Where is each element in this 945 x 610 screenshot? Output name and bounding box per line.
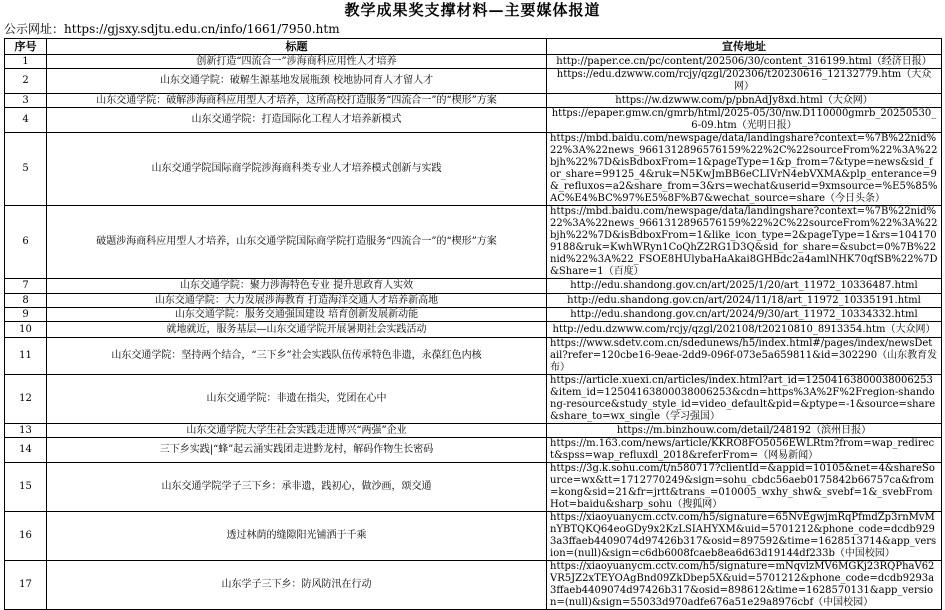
row-number: 7: [5, 279, 47, 294]
row-url-link[interactable]: http://paper.ce.cn/pc/content/202506/30/content_316199.html（经济日报）: [547, 55, 942, 69]
row-title: 山东交通学院：非遗在指尖，党团在心中: [47, 375, 547, 424]
row-title: 山东交通学院：破解涉海商科应用型人才培养，这所高校打造服务“四流合一”的“楔形”方案: [47, 94, 547, 108]
row-number: 8: [5, 294, 47, 308]
table-row: [5, 133, 942, 206]
row-number: 10: [5, 322, 47, 338]
row-number: 9: [5, 308, 47, 322]
table-row: [5, 108, 942, 133]
row-title: 创新打造“四流合一”涉海商科应用性人才培养: [47, 55, 547, 69]
table-row: [5, 463, 942, 512]
row-number: 15: [5, 463, 47, 512]
row-number: 3: [5, 94, 47, 108]
row-title: 山东交通学院：聚力涉海特色专业 提升思政育人实效: [47, 279, 547, 294]
row-title: 透过林荫的缝隙阳光铺洒于千乘: [47, 512, 547, 561]
row-title: 山东交通学院：破解生源基地发展瓶颈 校地协同育人才留人才: [47, 69, 547, 94]
media-reports-table: [4, 38, 942, 610]
row-url-link[interactable]: https://m.binzhouw.com/detail/248192（滨州日报）: [547, 424, 942, 438]
row-number: 17: [5, 561, 47, 610]
table-row: [5, 294, 942, 308]
row-url-link[interactable]: http://edu.shandong.gov.cn/art/2025/1/20/art_11972_10336487.html: [547, 279, 942, 294]
page-title: 教学成果奖支撑材料—主要媒体报道: [344, 1, 601, 19]
row-url-link[interactable]: https://mbd.baidu.com/newspage/data/landingshare?context=%7B%22nid%22%3A%22news_9661312896576159%22%2C%22sourceFrom%22%3A%22bjh%22%7D&isBdboxFrom=1&pageType=1&p_from=7&type=news&sid_for_share=99125_4&ruk=N5KwJmBB6eCLIVrN4ebVXMA&plp_enterance=9&_refluxos=a2&share_from=3&rs=wechat&userid=9xmsource=%E5%85%AC%E4%BC%97%E5%8F%B7&wechat_source=share（今日头条）: [547, 133, 942, 206]
row-url-link[interactable]: http://edu.shandong.gov.cn/art/2024/11/18/art_11972_10335191.html: [547, 294, 942, 308]
row-title: 山东交通学院国际商学院涉海商科类专业人才培养模式创新与实践: [47, 133, 547, 206]
row-title: 山东交通学院大学生社会实践走进博兴“两强”企业: [47, 424, 547, 438]
row-title: 山东交通学院：打造国际化工程人才培养新模式: [47, 108, 547, 133]
row-number: 6: [5, 206, 47, 279]
row-title: 三下乡实践|“蜂”起云涌实践团走进黔龙村，解码作物生长密码: [47, 438, 547, 463]
table-row: [5, 375, 942, 424]
header-no: 序号: [5, 39, 47, 55]
public-url-link[interactable]: https://gjsxy.sdjtu.edu.cn/info/1661/7950.htm: [64, 22, 340, 36]
row-url-link[interactable]: http://edu.dzwww.com/rcjy/qzgl/202108/t20210810_8913354.htm（大众网）: [547, 322, 942, 338]
row-url-link[interactable]: https://xiaoyuanycm.cctv.com/h5/signature=65NvEgwjmRqPfmdZp3rnMvMnYBTQKQ64eoGDy9x2KzLSIAHYXM&uid=5701212&phone_code=dcdb9293a3ffaeb4409074d97426b317&osid=897592&time=1628513714&app_version=(null)&sign=c6db6008fcaeb8ea6d63d19144df233b（中国校园）: [547, 512, 942, 561]
table-row: [5, 279, 942, 294]
row-url-link[interactable]: http://edu.shandong.gov.cn/art/2024/9/30/art_11972_10334332.html: [547, 308, 942, 322]
header-url: 宣传地址: [547, 39, 942, 55]
table-row: [5, 561, 942, 610]
row-url-link[interactable]: https://edu.dzwww.com/rcjy/qzgl/202306/t20230616_12132779.htm（大众网）: [547, 69, 942, 94]
row-number: 2: [5, 69, 47, 94]
row-url-link[interactable]: https://mbd.baidu.com/newspage/data/landingshare?context=%7B%22nid%22%3A%22news_9661312896576159%22%2C%22sourceFrom%22%3A%22bjh%22%7D&isBdboxFrom=1&like_icon_type=2&pageType=1&rs=1041709188&ruk=KwhWRyn1CoQhZ2RG1D3Q&sid_for_share=&subct=0%7B%22nid%22%3A%22_FSOE8HUlybaHaAkai8GHBdc2a4amlNHK70qfSB%22%7D&Share=1（百度）: [547, 206, 942, 279]
row-url-link[interactable]: https://www.sdetv.com.cn/sdedunews/h5/index.html#/pages/index/newsDetail?refer=120cbe16-9eae-2dd9-096f-073e5a659811&id=302290（山东教育发布）: [547, 338, 942, 375]
row-url-link[interactable]: https://3g.k.sohu.com/t/n580717?clientId=&appid=10105&net=4&shareSource=wx&tt=1712770249&sign=sohu_cbdc56aeb0175842b66757ca&from=kong&sid=21&fr=jrtt&trans_=010005_wxhy_shw&_svebf=1&_svebFromHot=baidu&sharp_sohu（搜狐网）: [547, 463, 942, 512]
table-row: [5, 206, 942, 279]
table-row: [5, 322, 942, 338]
row-number: 16: [5, 512, 47, 561]
table-row: [5, 308, 942, 322]
public-url-line: [4, 20, 340, 38]
table-row: [5, 94, 942, 108]
public-url-label: 公示网址：: [4, 22, 65, 36]
row-url-link[interactable]: https://w.dzwww.com/p/pbnAdJy8xd.html（大众网）: [547, 94, 942, 108]
row-number: 13: [5, 424, 47, 438]
row-title: 山东学子三下乡：防风防汛在行动: [47, 561, 547, 610]
row-title: 山东交通学院：大力发展涉海教育 打造海洋交通人才培养新高地: [47, 294, 547, 308]
row-number: 12: [5, 375, 47, 424]
row-number: 4: [5, 108, 47, 133]
table-row: [5, 438, 942, 463]
table-row: [5, 338, 942, 375]
table-row: [5, 512, 942, 561]
header-title: 标题: [47, 39, 547, 55]
table-header-row: [5, 39, 942, 55]
row-url-link[interactable]: https://article.xuexi.cn/articles/index.html?art_id=12504163800038006253&item_id=12504163800038006253&cdn=https%3A%2F%2Fregion-shandong-resource&study_style_id=video_default&pid=&ptype=-1&source=share&share_to=wx_single（学习强国）: [547, 375, 942, 424]
row-url-link[interactable]: https://epaper.gmw.cn/gmrb/html/2025-05/30/nw.D110000gmrb_20250530_6-09.htm（光明日报）: [547, 108, 942, 133]
row-title: 山东交通学院学子三下乡：承非遗，践初心，做沙画，颂交通: [47, 463, 547, 512]
row-number: 5: [5, 133, 47, 206]
table-row: [5, 55, 942, 69]
row-url-link[interactable]: https://xiaoyuanycm.cctv.com/h5/signature=mNqvlzMV6MGKj23RQPhaV62VR5JZ2xTEYOAgBnd09ZkDbep5X&uid=5701212&phone_code=dcdb9293a3ffaeb4409074d97426b317&osid=898612&time=1628570131&app_version=(null)&sign=55033d970adfe676a51e29a8976cbf（中国校园）: [547, 561, 942, 610]
row-url-link[interactable]: https://m.163.com/news/article/KKRO8FO5056EWLRtm?from=wap_redirect&spss=wap_refluxdl_2018&referFrom=（网易新闻）: [547, 438, 942, 463]
table-row: [5, 424, 942, 438]
table-row: [5, 69, 942, 94]
row-number: 11: [5, 338, 47, 375]
row-number: 14: [5, 438, 47, 463]
row-number: 1: [5, 55, 47, 69]
row-title: 山东交通学院：坚持两个结合，“三下乡”社会实践队伍传承特色非遗，永葆红色内核: [47, 338, 547, 375]
row-title: 破题涉海商科应用型人才培养，山东交通学院国际商学院打造服务“四流合一”的“楔形”方案: [47, 206, 547, 279]
row-title: 山东交通学院：服务交通强国建设 培育创新发展新动能: [47, 308, 547, 322]
row-title: 就地就近，服务基层—山东交通学院开展暑期社会实践活动: [47, 322, 547, 338]
